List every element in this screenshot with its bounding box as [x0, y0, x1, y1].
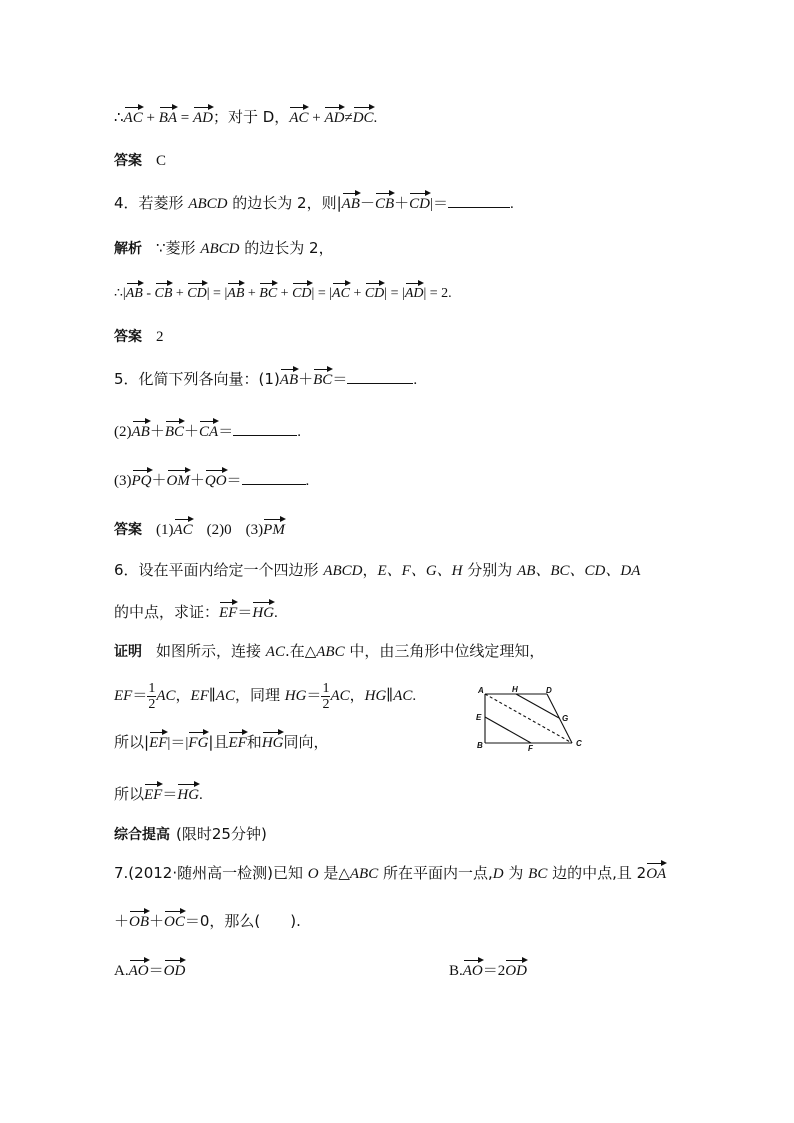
vector: FG	[188, 732, 208, 754]
vector: BC	[165, 421, 184, 443]
vector: QO	[205, 470, 227, 492]
answer-label: 答案	[114, 522, 142, 538]
label-f: F	[528, 744, 533, 753]
vector: PQ	[132, 470, 152, 492]
vector: AB	[280, 369, 298, 391]
vector: CB	[375, 193, 394, 215]
vector: OB	[129, 911, 149, 933]
vector: OD	[164, 960, 186, 982]
section-title: 综合提高	[114, 827, 170, 843]
vector: AD	[324, 107, 344, 129]
question-7-option-a[interactable]: A.AO＝OD	[114, 960, 185, 982]
proof-midline: EF＝ $\frac{1}{2}$ AC，EF∥AC，同理 HG＝ $\frac{1}{2}$ AC，HG∥AC.	[114, 681, 417, 713]
analysis-4: 解析 ∵菱形 ABCD 的边长为 2，	[114, 239, 334, 257]
label-h: H	[512, 685, 518, 694]
vector: OA	[646, 863, 666, 885]
answer-4	[114, 326, 164, 348]
vector: EF	[228, 732, 246, 754]
proof-intro: 证明 如图所示，连接 AC.在△ABC 中，由三角形中位线定理知，	[114, 642, 545, 660]
vector: OD	[505, 960, 527, 982]
label-g: G	[562, 714, 569, 723]
line-vector-sum: ∴AC + BA = AD；对于 D，AC + AD≠DC.	[114, 106, 377, 129]
vector: DC	[353, 107, 374, 129]
fraction-one-half: $\frac{1}{2}$	[148, 681, 156, 713]
vector: AO	[463, 960, 483, 982]
vector: OC	[164, 911, 185, 933]
answer-blank	[242, 469, 306, 485]
answer-5: 答案 (1)AC (2)0 (3)PM	[114, 519, 285, 541]
therefore-symbol: ∴	[114, 110, 124, 126]
section-time-limit: (限时25分钟)	[176, 825, 267, 843]
vector: BA	[159, 107, 177, 129]
vector: OM	[167, 470, 190, 492]
question-7-option-b[interactable]: B.AO＝2OD	[449, 960, 527, 982]
vector: CA	[199, 421, 218, 443]
answer-blank	[233, 420, 297, 436]
answer-value: 2	[156, 329, 164, 345]
vector: AD	[405, 283, 424, 305]
vector: AB	[126, 283, 143, 305]
vector: AO	[129, 960, 149, 982]
fraction-one-half: $\frac{1}{2}$	[322, 681, 330, 713]
vector: EF	[149, 732, 167, 754]
question-5: 5．化简下列各向量：(1)AB＋BC＝ .	[114, 368, 417, 391]
answer-3	[114, 150, 166, 172]
vector: HG	[177, 784, 199, 806]
proof-conclusion: 所以EF＝HG.	[114, 783, 203, 806]
quadrilateral-figure	[472, 684, 592, 756]
vector: AD	[193, 107, 213, 129]
question-6: 6．设在平面内给定一个四边形 ABCD，E、F、G、H 分别为 AB、BC、CD、DA	[114, 561, 641, 579]
vector: HG	[252, 602, 274, 624]
analysis-label: 解析	[114, 241, 142, 257]
label-c: C	[576, 739, 582, 748]
label-d: D	[546, 686, 552, 695]
question-6-part-2: 的中点，求证：EF＝HG.	[114, 601, 278, 624]
vector: CB	[155, 283, 173, 305]
vector: CD	[187, 283, 206, 305]
answer-blank	[347, 368, 413, 384]
vector: AC	[174, 519, 193, 541]
vector: HG	[262, 732, 284, 754]
segment-ef	[485, 717, 531, 743]
answer-label: 答案	[114, 329, 142, 345]
vector: CD	[409, 193, 430, 215]
vector: EF	[219, 602, 237, 624]
answer-value: C	[156, 153, 167, 169]
answer-blank	[448, 192, 510, 208]
vector: BC	[259, 283, 277, 305]
vector: EF	[144, 784, 162, 806]
label-b: B	[477, 741, 483, 750]
question-5-part-2: (2)AB＋BC＋CA＝ .	[114, 420, 301, 443]
vector: CD	[292, 283, 311, 305]
proof-equal-magnitude: 所以|EF|＝|FG|且EF和HG同向，	[114, 731, 329, 754]
label-e: E	[476, 713, 482, 722]
label-a: A	[478, 686, 484, 695]
vector: AC	[289, 107, 308, 129]
proof-label: 证明	[114, 644, 142, 660]
question-4: 4．若菱形 ABCD 的边长为 2，则|AB－CB＋CD|＝ .	[114, 192, 514, 215]
vector: AC	[124, 107, 143, 129]
vector: AB	[342, 193, 360, 215]
vector: AB	[227, 283, 244, 305]
vector: BC	[313, 369, 332, 391]
vector: PM	[263, 519, 285, 541]
section-heading	[114, 823, 267, 846]
answer-label: 答案	[114, 153, 142, 169]
question-7-part-2: ＋OB＋OC＝0，那么( ).	[114, 910, 301, 933]
vector: CD	[365, 283, 384, 305]
question-5-part-3: (3)PQ＋OM＋QO＝ .	[114, 469, 309, 492]
vector: AB	[132, 421, 150, 443]
vector: AC	[332, 283, 350, 305]
question-7: 7.(2012·随州高一检测)已知 O 是△ABC 所在平面内一点,D 为 BC 边的中点,且 2OA	[114, 862, 666, 885]
line-magnitude-chain: ∴|AB - CB + CD| = |AB + BC + CD| = |AC + CD| = |AD| = 2.	[114, 283, 452, 305]
